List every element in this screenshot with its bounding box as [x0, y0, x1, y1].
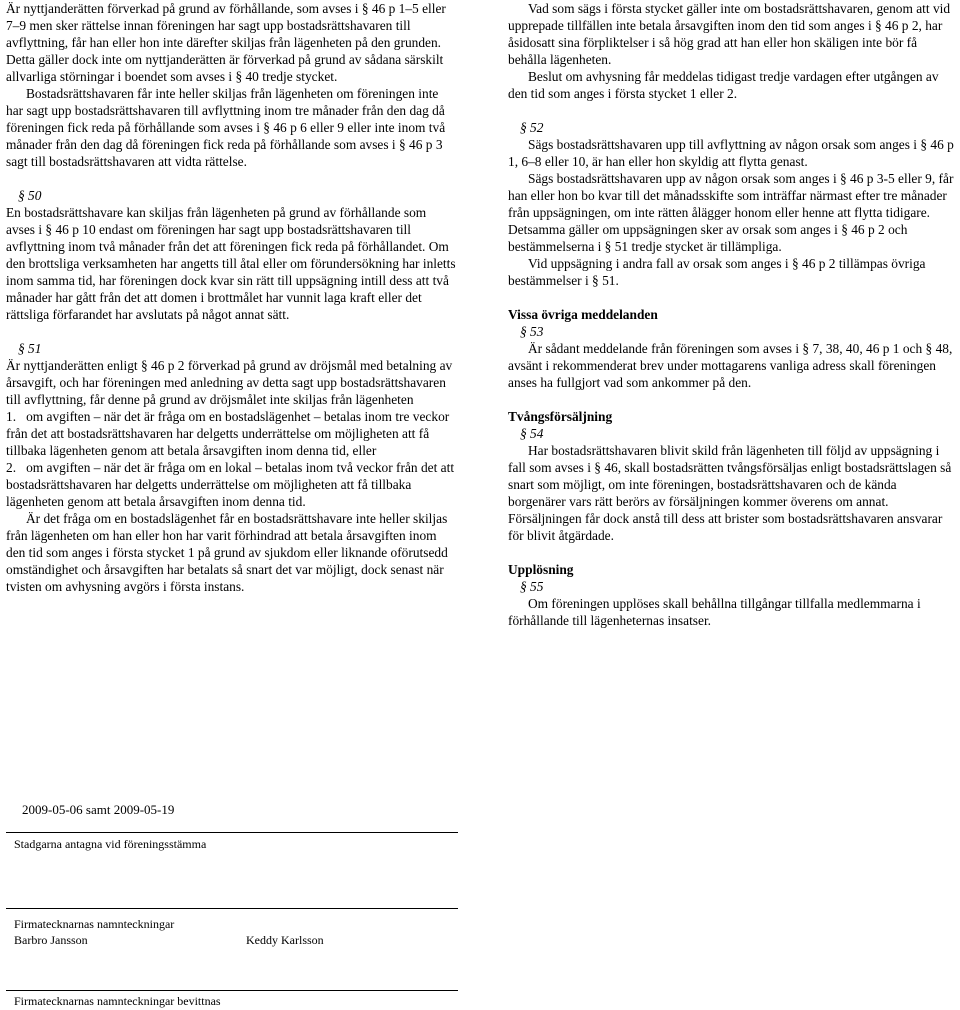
list-item: 1. om avgiften – när det är fråga om en bostadslägenhet – betalas inom tre veckor från det att bostadsrättshavaren har delgetts underrättelse om möjligheten att få tillbaka lägenheten genom att betala årsavgiften inom denna tid, eller — [6, 409, 450, 458]
divider — [6, 908, 458, 909]
left-column — [6, 0, 458, 595]
section-heading: Tvångsförsäljning — [508, 409, 613, 424]
section-heading: Upplösning — [508, 562, 574, 577]
paragraph: Är nyttjanderätten enligt § 46 p 2 förverkad på grund av dröjsmål med betalning av årsavgift, och har föreningen med anledning av detta sagt upp bostadsrättshavaren till avflyttning, får denne på grund av dröjsmålet inte skiljas från lägenheten — [6, 358, 453, 407]
section-number: § 52 — [520, 120, 544, 135]
signer-name: Keddy Karlsson — [246, 933, 324, 947]
paragraph: Är sådant meddelande från föreningen som avses i § 7, 38, 40, 46 p 1 och § 48, avsänt i rekommenderat brev under mottagarens vanliga adress skall föreningen anses ha fullgjort vad som ankommer på den. — [508, 341, 953, 390]
section-number: § 54 — [520, 426, 544, 441]
paragraph: Bostadsrättshavaren får inte heller skiljas från lägenheten om föreningen inte har sagt upp bostadsrättshavaren till avflyttning inom tre månader från den dag då föreningen fick reda på förhållande som avses i § 46 p 6 eller 9 eller inte inom två månader från den dag då föreningen fick reda på förhållande som avses i § 46 p 3 sagt till bostadsrättshavaren att vidta rättelse. — [6, 86, 446, 169]
signer-name: Barbro Jansson — [14, 933, 88, 947]
paragraph: Sägs bostadsrättshavaren upp till avflyttning av någon orsak som anges i § 46 p 1, 6–8 eller 10, är han eller hon skyldig att flytta genast. — [508, 137, 954, 169]
paragraph: Är det fråga om en bostadslägenhet får en bostadsrättshavare inte heller skiljas från lägenheten om han eller hon har varit förhindrad att betala årsavgiften inom den tid som anges i första stycket 1 på grund av sjukdom eller liknande oförutsedd omständighet och årsavgiften har betalats så snart det var möjligt, dock senast när tvisten om avhysning avgörs i första instans. — [6, 511, 448, 594]
paragraph: Beslut om avhysning får meddelas tidigast tredje vardagen efter utgången av den tid som anges i första stycket 1 eller 2. — [508, 69, 939, 101]
list-item: 2. om avgiften – när det är fråga om en lokal – betalas inom två veckor från det att bostadsrättshavaren har delgetts underrättelse om möjligheten att få tillbaka lägenheten genom att betala årsavgiften inom denna tid. — [6, 460, 455, 509]
paragraph: Om föreningen upplöses skall behållna tillgångar tillfalla medlemmarna i förhållande till lägenheternas insatser. — [508, 596, 921, 628]
paragraph: Sägs bostadsrättshavaren upp av någon orsak som anges i § 46 p 3-5 eller 9, får han eller hon bo kvar till det månadsskifte som inträffar närmast efter tre månader från uppsägningen, om inte rätten ålägger honom eller henne att flytta tidigare. Detsamma gäller om uppsägningen sker av orsak som anges i § 46 p 2 och bestämmelserna i § 51 tredje stycket är tillämpliga. — [508, 171, 954, 254]
date-line: 2009-05-06 samt 2009-05-19 — [22, 802, 175, 817]
signatures-label: Firmatecknarnas namnteckningar — [14, 917, 175, 931]
section-number: § 50 — [18, 188, 42, 203]
paragraph: Är nyttjanderätten förverkad på grund av förhållande, som avses i § 46 p 1–5 eller 7–9 men sker rättelse innan föreningen har sagt upp bostadsrättshavaren till avflyttning, får han eller hon inte därefter skiljas från lägenheten på den grunden. Detta gäller dock inte om nyttjanderätten är förverkad på grund av sådana särskilt allvarliga störningar i boendet som avses i § 40 tredje stycket. — [6, 1, 446, 84]
adopted-label: Stadgarna antagna vid föreningsstämma — [14, 837, 207, 851]
paragraph: Vad som sägs i första stycket gäller inte om bostadsrättshavaren, genom att vid upprepade tillfällen inte betala årsavgiften inom den tid som anges i § 46 p 2, har åsidosatt sina förpliktelser i så hög grad att han eller hon skäligen inte bör få behålla lägenheten. — [508, 1, 951, 67]
section-number: § 53 — [520, 324, 544, 339]
paragraph: Vid uppsägning i andra fall av orsak som anges i § 46 p 2 tillämpas övriga bestämmelser i § 51. — [508, 256, 926, 288]
paragraph: En bostadsrättshavare kan skiljas från lägenheten på grund av förhållande som avses i § 46 p 10 endast om föreningen har sagt upp bostadsrättshavaren till avflyttning inom två månader från det att föreningen fick reda på förhållandet. Om den brottsliga verksamheten har angetts till åtal eller om förundersökning har inletts inom samma tid, har föreningen dock kvar sin rätt till uppsägning intill dess att två månader har gått från det att domen i brottmålet har vunnit laga kraft eller det rättsliga förfarandet har avslutats på något annat sätt. — [6, 205, 456, 322]
right-column — [508, 0, 956, 629]
witness-label: Firmatecknarnas namnteckningar bevittnas — [14, 994, 221, 1008]
divider — [6, 990, 458, 991]
section-number: § 55 — [520, 579, 544, 594]
section-number: § 51 — [18, 341, 42, 356]
divider — [6, 832, 458, 833]
section-heading: Vissa övriga meddelanden — [508, 307, 658, 322]
paragraph: Har bostadsrättshavaren blivit skild från lägenheten till följd av uppsägning i fall som avses i § 46, skall bostadsrätten tvångsförsäljas enligt bostadsrättslagen så snart som möjligt, om inte föreningen, bostadsrättshavaren och de kända borgenärer vars rätt berörs av försäljningen kommer överens om annat. Försäljningen får dock anstå till dess att brister som bostadsrättshavaren ansvarar för blivit åtgärdade. — [508, 443, 952, 543]
